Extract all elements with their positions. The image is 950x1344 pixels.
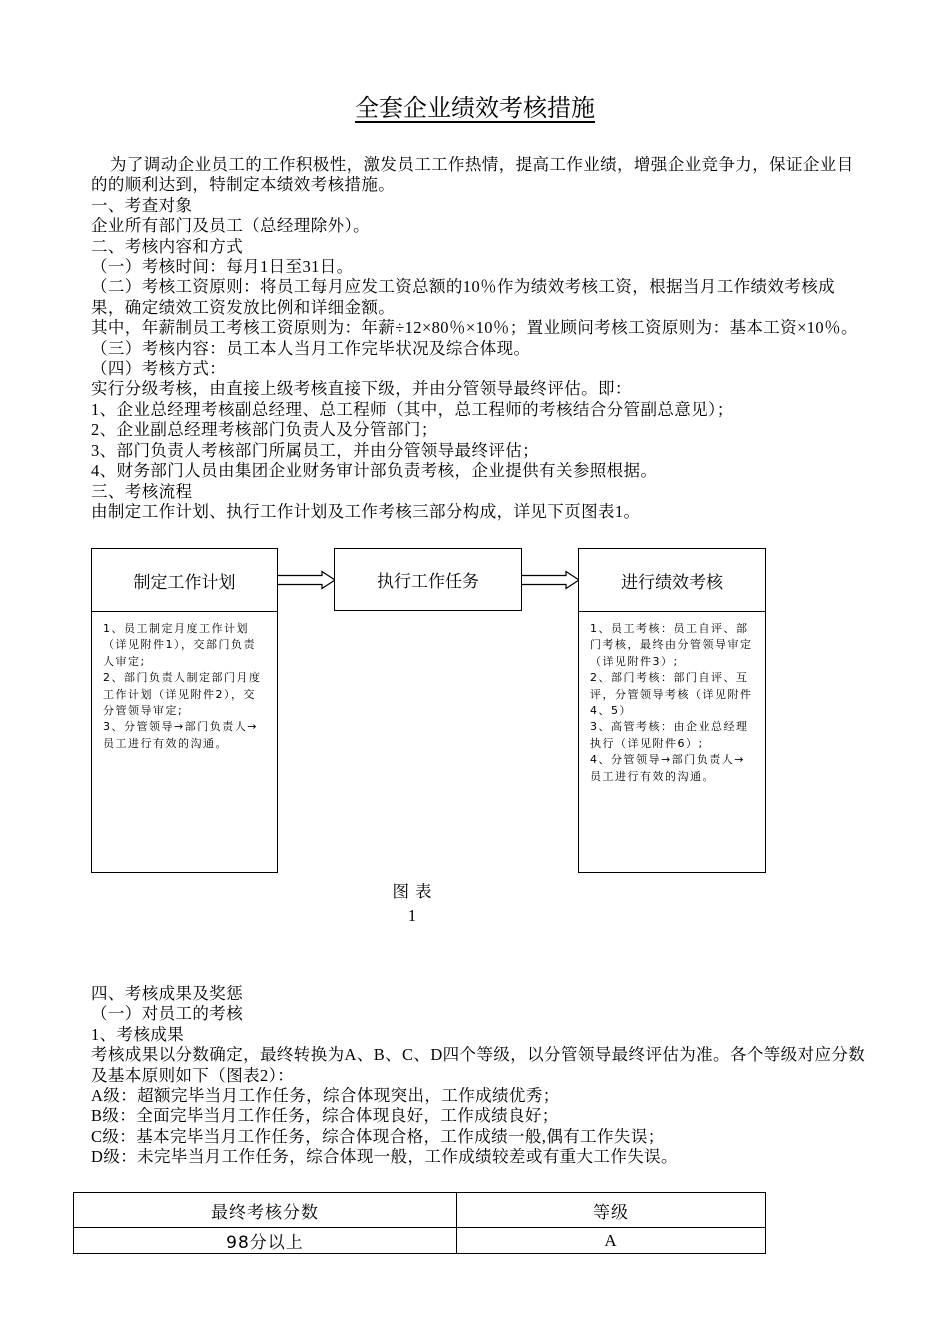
flow-box-evaluate-line: 3、高管考核：由企业总经理执行（详见附件6）; — [590, 720, 749, 750]
flow-box-plan-body — [92, 612, 277, 758]
table-cell-grade: A — [457, 1228, 766, 1254]
flow-box-plan-line: 3、分管领导→部门负责人→员工进行有效的沟通。 — [103, 720, 258, 750]
table-header-score: 最终考核分数 — [74, 1193, 457, 1228]
paragraph: 实行分级考核，由直接上级考核直接下级，并由分管领导最终评估。即： — [91, 379, 632, 399]
section-heading-2: 二、考核内容和方式 — [91, 236, 244, 256]
paragraph: （四）考核方式： — [91, 359, 227, 379]
body-text — [91, 155, 863, 522]
flow-box-plan — [91, 548, 278, 873]
table-header-grade: 等级 — [457, 1193, 766, 1228]
grade-description: D级：未完毕当月工作任务，综合体现一般，工作成绩较差或有重大工作失误。 — [91, 1147, 678, 1167]
figure-caption-line2: 1 — [407, 906, 423, 925]
figure-caption-line1: 图表 — [392, 882, 438, 901]
flow-box-evaluate-line: 2、部门考核：部门自评、互评，分管领导考核（详见附件4、5） — [590, 671, 753, 718]
flow-box-evaluate-line: 4、分管领导→部门负责人→员工进行有效的沟通。 — [590, 753, 745, 783]
flow-box-evaluate-line: 1、员工考核：员工自评、部门考核，最终由分管领导审定（详见附件3）; — [590, 622, 753, 668]
section-heading-4: 四、考核成果及奖惩 — [91, 984, 244, 1003]
flow-box-plan-line: 1、员工制定月度工作计划（详见附件1），交部门负责人审定; — [103, 622, 256, 668]
paragraph: （一）考核时间：每月1日至31日。 — [91, 257, 354, 277]
list-item: 4、财务部门人员由集团企业财务审计部负责考核，企业提供有关参照根据。 — [91, 461, 658, 481]
figure-caption — [370, 880, 460, 928]
flow-box-evaluate-body — [579, 612, 765, 791]
table-header-row — [74, 1193, 766, 1228]
grade-table — [73, 1192, 766, 1254]
flow-box-plan-title: 制定工作计划 — [92, 549, 277, 612]
table-row — [74, 1228, 766, 1254]
flow-arrow-1 — [277, 570, 337, 590]
subsection-heading: 1、考核成果 — [91, 1024, 185, 1044]
paragraph: （三）考核内容：员工本人当月工作完毕状况及综合体现。 — [91, 338, 531, 358]
paragraph: 其中，年薪制员工考核工资原则为：年薪÷12×80％×10％；置业顾问考核工资原则为：基本工资×10％。 — [91, 318, 858, 338]
intro-paragraph: 为了调动企业员工的工作积极性，激发员工工作热情，提高工作业绩，增强企业竞争力，保证企业目的的顺利达到，特制定本绩效考核措施。 — [91, 155, 854, 195]
list-item: 3、部门负责人考核部门所属员工，并由分管领导最终评估； — [91, 440, 540, 460]
grade-description: B级：全面完毕当月工作任务，综合体现良好，工作成绩良好； — [91, 1106, 559, 1126]
paragraph: 由制定工作计划、执行工作计划及工作考核三部分构成，详见下页图表1。 — [91, 501, 641, 521]
list-item: 2、企业副总经理考核部门负责人及分管部门； — [91, 420, 438, 440]
section-4 — [91, 984, 866, 1168]
subsection-heading: （一）对员工的考核 — [91, 1004, 244, 1024]
section-heading-3: 三、考核流程 — [91, 481, 193, 501]
flow-box-plan-line: 2、部门负责人制定部门月度工作计划（详见附件2），交分管领导审定; — [103, 671, 262, 718]
paragraph: 企业所有部门及员工（总经理除外）。 — [91, 216, 371, 236]
paragraph: （二）考核工资原则：将员工每月应发工资总额的10％作为绩效考核工资，根据当月工作绩效考核成果，确定绩效工资发放比例和详细金额。 — [91, 277, 835, 317]
paragraph: 考核成果以分数确定，最终转换为A、B、C、D四个等级，以分管领导最终评估为准。各个等级对应分数及基本原则如下（图表2）： — [91, 1045, 866, 1085]
flow-box-execute: 执行工作任务 — [334, 548, 522, 611]
section-heading-1: 一、考查对象 — [91, 195, 193, 215]
grade-description: C级：基本完毕当月工作任务，综合体现合格，工作成绩一般,偶有工作失误； — [91, 1126, 665, 1146]
flow-box-evaluate-title: 进行绩效考核 — [579, 549, 765, 612]
grade-description: A级：超额完毕当月工作任务，综合体现突出，工作成绩优秀； — [91, 1086, 560, 1106]
flow-box-evaluate — [578, 548, 766, 873]
document-title: 全套企业绩效考核措施 — [355, 94, 595, 122]
table-cell-score: 98分以上 — [74, 1228, 457, 1254]
list-item: 1、企业总经理考核副总经理、总工程师（其中，总工程师的考核结合分管副总意见）； — [91, 399, 734, 419]
flow-arrow-2 — [521, 570, 581, 590]
